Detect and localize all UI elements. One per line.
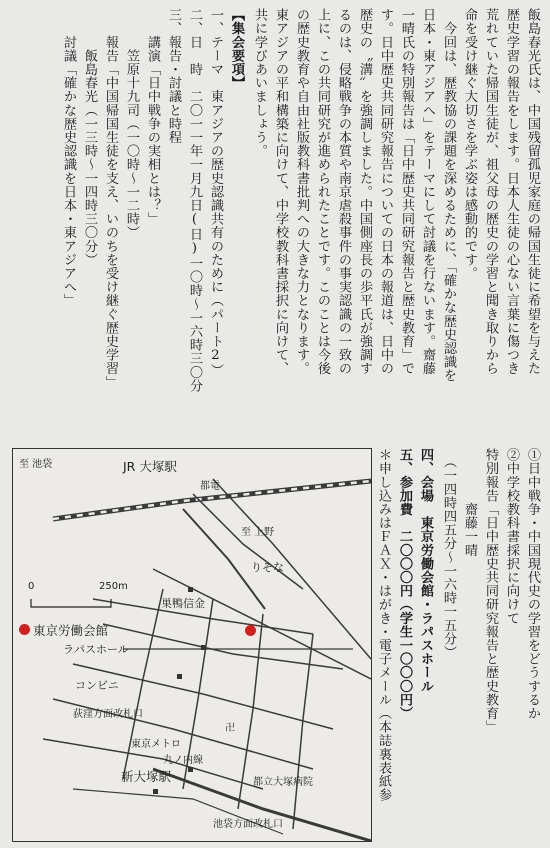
venue-marker-map bbox=[245, 625, 256, 636]
label-ikebukuro-gate: 池袋方面改札口 bbox=[213, 819, 283, 830]
lower-line: ①日中戦争・中国現代史の学習をどうするか bbox=[525, 448, 540, 720]
lower-line: 齋藤一晴 bbox=[462, 448, 477, 557]
paragraph1-line: 飯島春光氏は、中国残留孤児家庭の帰国生徒に希望を与えた bbox=[525, 8, 540, 376]
lower-line: 四、会場 東京労働会館・ラパスホール bbox=[418, 448, 433, 693]
label-venue-hall: ラパスホール bbox=[63, 643, 129, 656]
summary-heading: 【集会要項】 bbox=[229, 8, 244, 90]
label-toden: 都電 bbox=[200, 481, 220, 492]
paragraph2-line: 一晴氏の特別報告は「日中歴史共同研究報告と歴史教育」で bbox=[399, 8, 414, 376]
paragraph2-line: 上に、この共同研究が進められたことです。このことは今後 bbox=[315, 8, 330, 376]
summary-line: 笠原十九司（一〇時～一二時） bbox=[124, 8, 139, 240]
label-hospital: 都立大塚病院 bbox=[253, 777, 313, 788]
label-konbini: コンビニ bbox=[75, 679, 119, 692]
venue-map bbox=[12, 448, 372, 842]
lower-line: 特別報告「日中歴史共同研究報告と歴史教育」 bbox=[483, 448, 498, 734]
summary-line: 報告「中国帰国生徒を支え、いのちを受け継ぐ歴史学習」 bbox=[103, 8, 118, 389]
paragraph2-line: 東アジアの平和構築に向けて、中学校教科書採択に向けて、 bbox=[273, 8, 288, 376]
lower-line: （一四時四五分～一六時一五分） bbox=[441, 448, 456, 659]
paragraph2-line: 日本・東アジアへ」をテーマにして討議を行ないます。齋藤 bbox=[420, 8, 435, 376]
summary-line: 二、日 時 二〇一一年一月九日(日)一〇時～一六時三〇分 bbox=[187, 8, 202, 393]
summary-line: 討議「確かな歴史認識を日本・東アジアへ」 bbox=[61, 8, 76, 308]
scale-250m: 250m bbox=[99, 581, 128, 592]
label-sugamo-shinkin: 巣鴨信金 bbox=[161, 597, 205, 610]
paragraph2-line: す。日中歴史共同研究報告についての日本の報道は、日中の bbox=[378, 8, 393, 376]
label-shin-otsuka-station: 新大塚駅 bbox=[121, 769, 172, 784]
label-tokyo-metro: 東京メトロ bbox=[131, 739, 181, 750]
summary-line: 飯島春光（一三時～一四時三〇分） bbox=[82, 8, 97, 267]
lower-line: 五、参加費 二〇〇〇円（学生一〇〇〇円） bbox=[397, 448, 412, 720]
label-temple: 卍 bbox=[225, 723, 235, 734]
label-jr-otsuka-station: JR 大塚駅 bbox=[123, 459, 177, 474]
label-to-ueno: 至 上野 bbox=[241, 527, 275, 538]
label-to-ikebukuro: 至 池袋 bbox=[19, 459, 53, 470]
venue-marker-left bbox=[19, 624, 30, 635]
label-risona-bank: りそな bbox=[251, 561, 284, 574]
scale-zero: 0 bbox=[28, 581, 35, 592]
paragraph2-line: 歴史の〝溝〟を強調しました。中国側座長の歩平氏が強調す bbox=[357, 8, 372, 376]
summary-line: 一、テーマ 東アジアの歴史認識共有のために（パート2） bbox=[208, 8, 223, 377]
paragraph1-line: 命を受け継ぐ大切さを学ぶ姿は感動的です。 bbox=[462, 8, 477, 280]
paragraph2-line: 今回は、歴教協の課題を深めるために、「確かな歴史認識を bbox=[441, 8, 456, 383]
label-ogikubo-gate: 荻窪方面改札口 bbox=[73, 709, 143, 720]
paragraph1-line: 荒れていた帰国生徒が、祖父母の歴史の学習と聞き取りから bbox=[483, 8, 498, 376]
paragraph1-line: 歴史学習の報告をします。日本人生徒の心ない言葉に傷つき bbox=[504, 8, 519, 376]
paragraph2-line: の歴史教育や自由社版教科書批判への大きな力となります。 bbox=[294, 8, 309, 376]
paragraph2-line: るのは、侵略戦争の本質や南京虐殺事件の事実認識の一致の bbox=[336, 8, 351, 376]
lower-line: ＊申し込みはＦＡＸ・はがき・電子メール（本誌裏表紙参 bbox=[376, 448, 391, 802]
lower-line: ②中学校教科書採択に向けて bbox=[504, 448, 519, 625]
label-marunouchi-line: 丸ノ内線 bbox=[163, 755, 203, 766]
summary-line: 三、報告・討議と時程 bbox=[166, 8, 181, 144]
summary-line: 講演「日中戦争の実相とは？」 bbox=[145, 8, 160, 226]
label-venue-name: 東京労働会館 bbox=[33, 623, 109, 638]
paragraph2-line: 共に学びあいましょう。 bbox=[252, 8, 267, 158]
